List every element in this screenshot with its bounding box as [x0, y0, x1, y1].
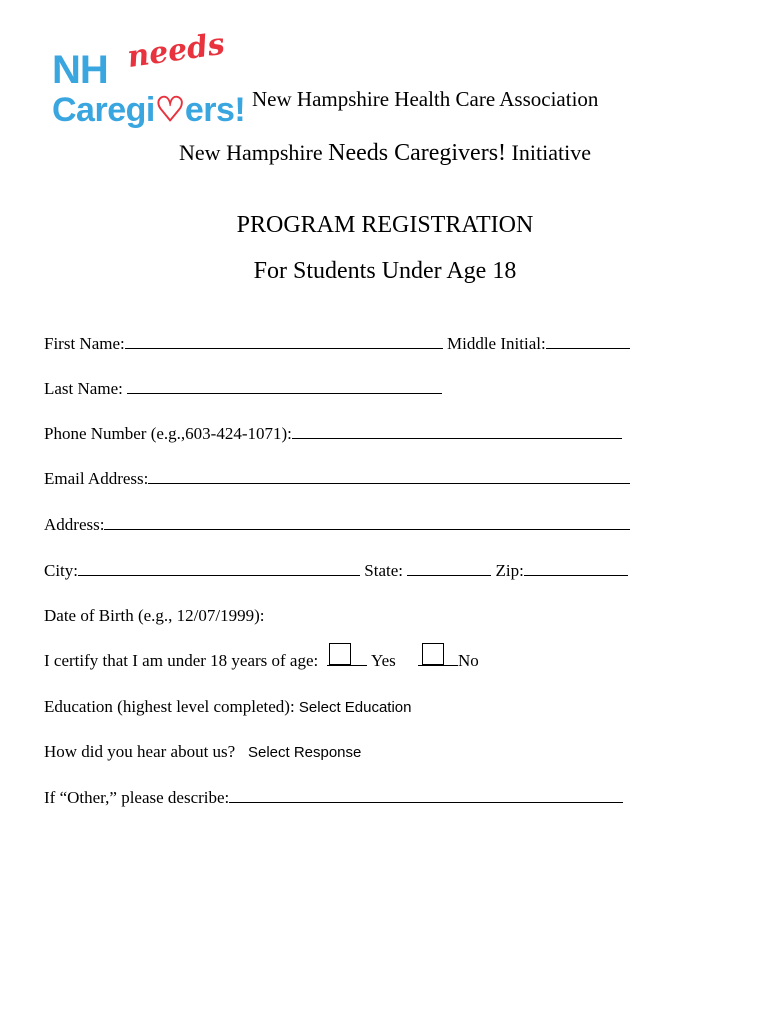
education-row	[44, 697, 412, 717]
no-checkbox-line	[418, 651, 458, 666]
city-label: City:	[44, 561, 79, 580]
first-name-label: First Name:	[44, 334, 125, 353]
state-field[interactable]	[407, 561, 491, 576]
yes-checkbox-line	[327, 651, 367, 666]
dob-row	[44, 606, 265, 626]
hear-label: How did you hear about us?	[44, 742, 236, 761]
certify-label: I certify that I am under 18 years of age:	[44, 651, 319, 670]
form-title: PROGRAM REGISTRATION	[236, 212, 534, 238]
dob-label: Date of Birth (e.g., 12/07/1999):	[44, 606, 265, 625]
logo-nh-text: NH	[52, 48, 108, 92]
email-row	[44, 469, 630, 489]
address-row	[44, 515, 630, 535]
yes-label: Yes	[371, 651, 396, 670]
hear-row	[44, 742, 361, 762]
phone-field[interactable]	[292, 424, 622, 439]
address-field[interactable]	[104, 515, 630, 530]
logo-needs-text: needs	[125, 26, 227, 75]
last-name-label: Last Name:	[44, 379, 123, 398]
no-label: No	[458, 651, 479, 670]
middle-initial-field[interactable]	[546, 334, 630, 349]
initiative-heading: New Hampshire Needs Caregivers! Initiative	[179, 140, 591, 166]
email-label: Email Address:	[44, 469, 149, 488]
other-row	[44, 788, 623, 808]
zip-field[interactable]	[524, 561, 628, 576]
city-field[interactable]	[78, 561, 360, 576]
state-label: State:	[364, 561, 403, 580]
first-name-field[interactable]	[125, 334, 443, 349]
first-name-row	[44, 334, 630, 354]
other-label: If “Other,” please describe:	[44, 788, 230, 807]
email-field[interactable]	[148, 469, 630, 484]
no-checkbox[interactable]	[422, 643, 444, 665]
zip-label: Zip:	[495, 561, 524, 580]
association-name: New Hampshire Health Care Association	[252, 87, 599, 111]
yes-checkbox[interactable]	[329, 643, 351, 665]
city-state-zip-row	[44, 561, 628, 581]
heart-icon: ♡	[154, 91, 185, 129]
phone-row	[44, 424, 622, 444]
hear-select[interactable]: Select Response	[247, 744, 362, 761]
education-select[interactable]: Select Education	[298, 699, 412, 716]
education-label: Education (highest level completed):	[44, 697, 295, 716]
certify-row	[44, 651, 479, 671]
last-name-row	[44, 379, 442, 399]
last-name-field[interactable]	[127, 379, 442, 394]
nh-needs-caregivers-logo	[48, 26, 246, 130]
middle-initial-label: Middle Initial:	[447, 334, 546, 353]
other-field[interactable]	[229, 788, 623, 803]
form-subtitle: For Students Under Age 18	[253, 258, 517, 284]
address-label: Address:	[44, 515, 105, 534]
logo-caregivers-text: Caregi♡ers!	[52, 91, 246, 129]
phone-label: Phone Number (e.g.,603-424-1071):	[44, 424, 292, 443]
